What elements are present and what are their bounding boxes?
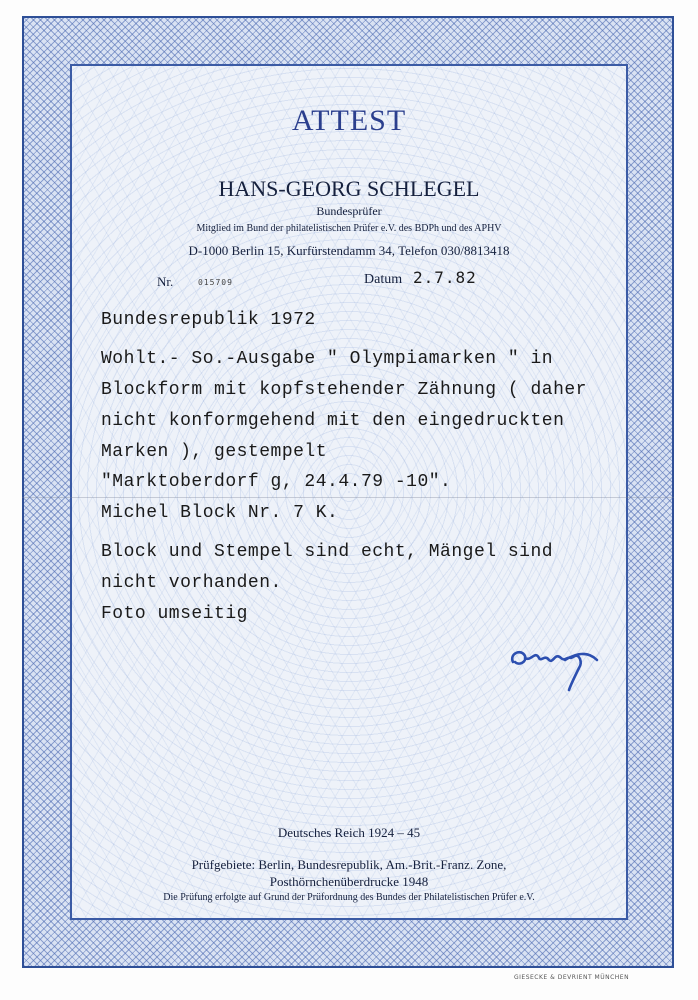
typed-line-cancelled: Marken ), gestempelt bbox=[101, 442, 328, 462]
examination-areas-cont: Posthörnchenüberdrucke 1948 bbox=[269, 874, 429, 889]
fold-line bbox=[22, 497, 674, 498]
number-label: Nr. bbox=[157, 274, 174, 289]
footer-heading: Deutsches Reich 1924 – 45 bbox=[277, 825, 421, 840]
typed-line-country: Bundesrepublik 1972 bbox=[101, 310, 316, 330]
printer-imprint: GIESECKE & DEVRIENT MÜNCHEN bbox=[514, 974, 630, 981]
examination-areas: Prüfgebiete: Berlin, Bundesrepublik, Am.-Brit.-Franz. Zone, bbox=[191, 857, 507, 872]
date-label: Datum bbox=[364, 272, 403, 287]
examiner-name: HANS-GEORG SCHLEGEL bbox=[218, 176, 480, 201]
address-line: D-1000 Berlin 15, Kurfürstendamm 34, Telefon 030/8813418 bbox=[188, 243, 510, 258]
typed-line-issue: Wohlt.- So.-Ausgabe " Olympiamarken " in bbox=[101, 349, 554, 369]
typed-line-catalogue: Michel Block Nr. 7 K. bbox=[101, 503, 339, 523]
typed-line-postmark: "Marktoberdorf g, 24.4.79 -10". bbox=[101, 472, 452, 492]
typed-line-faults: nicht vorhanden. bbox=[101, 573, 282, 593]
typed-line-perforation: Blockform mit kopfstehender Zähnung ( daher bbox=[101, 380, 587, 400]
typed-line-conformity: nicht konformgehend mit den eingedruckten bbox=[101, 411, 565, 431]
date-value: 2.7.82 bbox=[413, 268, 477, 287]
membership-line: Mitglied im Bund der philatelistischen Prüfer e.V. des BDPh und des APHV bbox=[196, 223, 502, 234]
examiner-signature bbox=[505, 640, 605, 695]
typed-line-verdict: Block und Stempel sind echt, Mängel sind bbox=[101, 542, 554, 562]
typed-line-photo: Foto umseitig bbox=[101, 604, 248, 624]
examiner-role: Bundesprüfer bbox=[316, 204, 382, 218]
certificate-number: 015709 bbox=[198, 278, 233, 287]
certificate-title: ATTEST bbox=[291, 104, 407, 137]
regulation-note: Die Prüfung erfolgte auf Grund der Prüfordnung des Bundes der Philatelistischen Prüfer e.V. bbox=[163, 892, 535, 903]
